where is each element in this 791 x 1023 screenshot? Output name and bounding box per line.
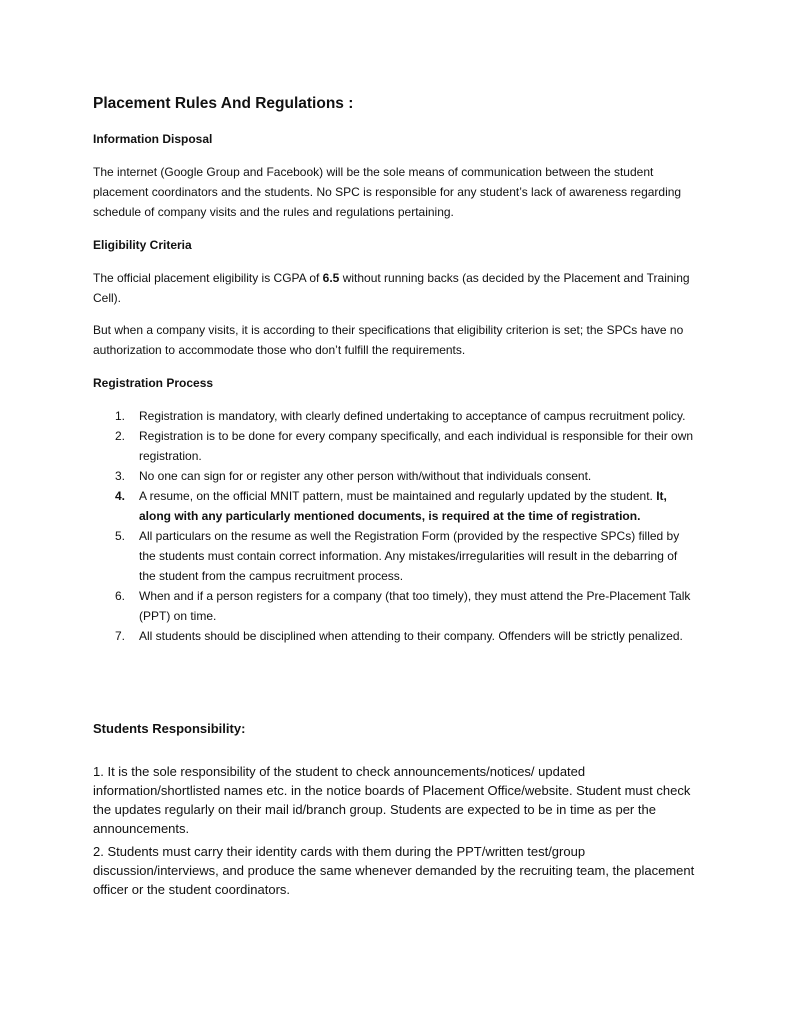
list-item [93,626,694,646]
list-number: 2. [115,429,126,443]
eligibility-paragraph-1 [93,268,698,308]
list-item-text: Registration is to be done for every company specifically, and each individual is responsible for their own registration. [139,429,694,463]
list-number: 3. [115,469,126,483]
list-number: 7. [115,629,126,643]
list-item-text: A resume, on the official MNIT pattern, must be maintained and regularly updated by the student. [139,489,657,503]
information-disposal-text: The internet (Google Group and Facebook) will be the sole means of communication between the student placement coordinators and the students. No SPC is responsible for any student’s lack of awareness regarding schedule of company visits and the rules and regulations pertaining. [93,165,682,219]
section-heading-registration-process: Registration Process [93,376,214,390]
list-number: 4. [115,489,126,503]
responsibility-paragraph-2: 2. Students must carry their identity cards with them during the PPT/written test/group discussion/interviews, and produce the same whenever demanded by the recruiting team, the placement officer or the student coordinators. [93,844,695,897]
eligibility-p1-before: The official placement eligibility is CGPA of [93,271,323,285]
list-item-text: All students should be disciplined when attending to their company. Offenders will be strictly penalized. [139,629,683,643]
list-item [93,426,694,466]
list-item-text: All particulars on the resume as well the Registration Form (provided by the respective SPCs) filled by the students must contain correct information. Any mistakes/irregularities will result in the debarring of the student from the campus recruitment process. [139,529,680,583]
section-heading-information-disposal: Information Disposal [93,132,213,146]
section-heading-students-responsibility: Students Responsibility: [93,721,246,736]
section-heading-eligibility-criteria: Eligibility Criteria [93,238,192,252]
eligibility-paragraph-2: But when a company visits, it is according to their specifications that eligibility criterion is set; the SPCs have no authorization to accommodate those who don’t fulfill the requirements. [93,323,684,357]
list-item [93,586,694,626]
list-number: 6. [115,589,126,603]
page-title: Placement Rules And Regulations : [93,95,354,112]
registration-list [93,406,703,646]
list-item [93,486,694,526]
list-item [93,406,694,426]
cgpa-value: 6.5 [322,271,340,285]
list-item-text: When and if a person registers for a company (that too timely), they must attend the Pre-Placement Talk (PPT) on time. [139,589,691,623]
list-item [93,466,694,486]
list-number: 1. [115,409,126,423]
responsibility-paragraph-1: 1. It is the sole responsibility of the student to check announcements/notices/ updated information/shortlisted names etc. in the notice boards of Placement Office/website. Student must check the updates regularly on their mail id/branch group. Students are expected to be in time as per the announcements. [93,764,691,836]
list-item-bold-text: It, along with any particularly mentioned documents, is required at the time of registration. [139,489,667,523]
list-item-text: No one can sign for or register any other person with/without that individuals consent. [139,469,592,483]
list-number: 5. [115,529,126,543]
eligibility-p1-after: without running backs (as decided by the Placement and Training Cell). [93,271,690,305]
list-item-text: Registration is mandatory, with clearly defined undertaking to acceptance of campus recruitment policy. [139,409,686,423]
list-item [93,526,694,586]
